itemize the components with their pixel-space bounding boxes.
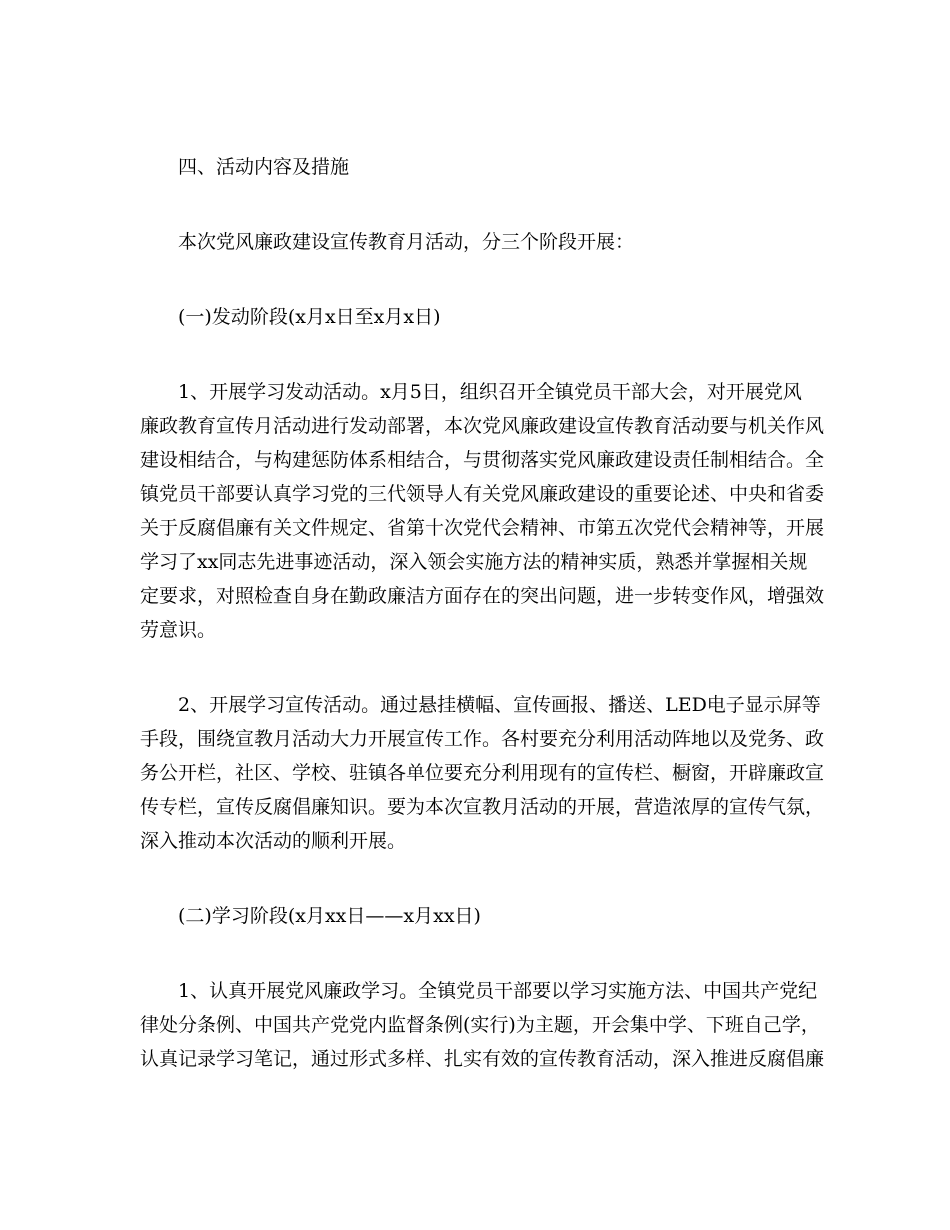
section-heading: 四、活动内容及措施 xyxy=(178,156,350,178)
document-body xyxy=(140,150,825,1117)
text-line: 认真记录学习笔记，通过形式多样、扎实有效的宣传教育活动，深入推进反腐倡廉 xyxy=(140,1048,825,1070)
phase2-title: (二)学习阶段(x月xx日——x月xx日) xyxy=(178,905,481,927)
text-line: 1、认真开展党风廉政学习。全镇党员干部要以学习实施方法、中国共产党纪 xyxy=(178,980,818,1002)
phase1-item1-paragraph xyxy=(140,375,825,647)
text-line: 劳意识。 xyxy=(140,619,217,641)
text-line: 手段，围绕宣教月活动大力开展宣传工作。各村要充分利用活动阵地以及党务、政 xyxy=(140,728,825,750)
phase2-item1-paragraph xyxy=(140,974,825,1076)
phase1-title: (一)发动阶段(x月x日至x月x日) xyxy=(178,306,441,328)
text-line: 镇党员干部要认真学习党的三代领导人有关党风廉政建设的重要论述、中央和省委 xyxy=(140,483,825,505)
text-line: 学习了xx同志先进事迹活动，深入领会实施方法的精神实质，熟悉并掌握相关规 xyxy=(140,551,808,573)
text-line: 廉政教育宣传月活动进行发动部署，本次党风廉政建设宣传教育活动要与机关作风 xyxy=(140,415,825,437)
text-line: 定要求，对照检查自身在勤政廉洁方面存在的突出问题，进一步转变作风，增强效 xyxy=(140,585,825,607)
text-line: 关于反腐倡廉有关文件规定、省第十次党代会精神、市第五次党代会精神等，开展 xyxy=(140,517,825,539)
text-line: 建设相结合，与构建惩防体系相结合，与贯彻落实党风廉政建设责任制相结合。全 xyxy=(140,449,825,471)
text-line: 律处分条例、中国共产党党内监督条例(实行)为主题，开会集中学、下班自己学， xyxy=(140,1014,820,1036)
intro-paragraph: 本次党风廉政建设宣传教育月活动，分三个阶段开展： xyxy=(178,231,635,253)
text-line: 1、开展学习发动活动。x月5日，组织召开全镇党员干部大会，对开展党风 xyxy=(178,381,802,403)
text-line: 深入推动本次活动的顺利开展。 xyxy=(140,830,407,852)
text-line: 传专栏，宣传反腐倡廉知识。要为本次宣教月活动的开展，营造浓厚的宣传气氛， xyxy=(140,796,825,818)
text-line: 2、开展学习宣传活动。通过悬挂横幅、宣传画报、播送、LED电子显示屏等 xyxy=(178,694,821,716)
text-line: 务公开栏，社区、学校、驻镇各单位要充分利用现有的宣传栏、橱窗，开辟廉政宣 xyxy=(140,762,825,784)
phase1-item2-paragraph xyxy=(140,688,825,858)
